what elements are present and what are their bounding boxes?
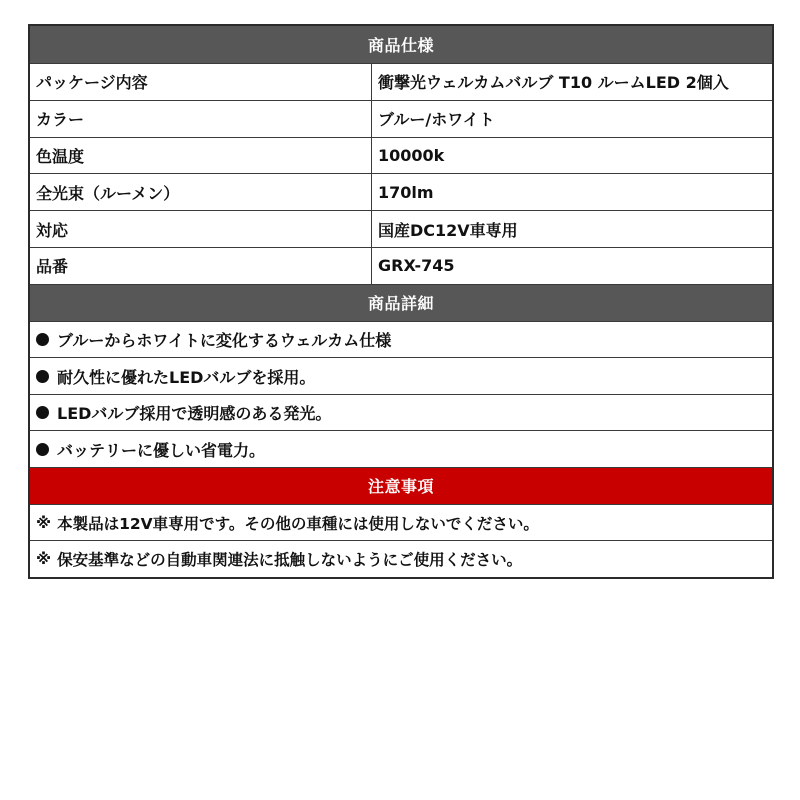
bullet-icon xyxy=(36,406,49,419)
spec-value: 国産DC12V車専用 xyxy=(378,220,518,240)
spec-label: 対応 xyxy=(30,211,372,247)
spec-value: 170lm xyxy=(378,182,434,202)
bullet-icon xyxy=(36,443,49,456)
detail-item xyxy=(30,430,772,467)
spec-label: カラー xyxy=(30,101,372,137)
spec-value: ブルー/ホワイト xyxy=(378,110,495,130)
detail-section-title: 商品詳細 xyxy=(367,294,434,314)
spec-label: パッケージ内容 xyxy=(30,64,372,100)
detail-item xyxy=(30,321,772,358)
detail-section-header xyxy=(30,284,772,321)
detail-text: バッテリーに優しい省電力。 xyxy=(57,440,266,460)
spec-value: 10000k xyxy=(378,145,445,165)
spec-row-luminous-flux xyxy=(30,173,772,210)
bullet-icon xyxy=(36,370,49,383)
spec-row-part-number xyxy=(30,247,772,284)
spec-row-color xyxy=(30,100,772,137)
notice-item xyxy=(30,504,772,541)
detail-text: LEDバルブ採用で透明感のある発光。 xyxy=(57,404,332,424)
detail-item xyxy=(30,357,772,394)
spec-label: 全光束（ルーメン） xyxy=(30,174,372,210)
detail-text: ブルーからホワイトに変化するウェルカム仕様 xyxy=(57,331,392,351)
bullet-icon xyxy=(36,333,49,346)
detail-text: 耐久性に優れたLEDバルブを採用。 xyxy=(57,367,316,387)
spec-label: 色温度 xyxy=(30,138,372,174)
spec-row-package xyxy=(30,63,772,100)
product-spec-table xyxy=(28,24,774,579)
spec-label: 品番 xyxy=(30,248,372,284)
spec-section-header xyxy=(30,26,772,63)
spec-row-color-temperature xyxy=(30,137,772,174)
detail-item xyxy=(30,394,772,431)
notice-text: 保安基準などの自動車関連法に抵触しないようにご使用ください。 xyxy=(57,551,523,570)
spec-value: GRX-745 xyxy=(378,256,455,276)
notice-text: 本製品は12V車専用です。その他の車種には使用しないでください。 xyxy=(57,514,539,533)
reference-mark-icon: ※ xyxy=(36,513,52,532)
spec-section-title: 商品仕様 xyxy=(367,36,434,55)
spec-value: 衝撃光ウェルカムバルブ T10 ルームLED 2個入 xyxy=(378,73,729,93)
notice-section-header xyxy=(30,467,772,504)
notice-section-title: 注意事項 xyxy=(367,477,434,497)
notice-item xyxy=(30,540,772,577)
reference-mark-icon: ※ xyxy=(36,550,52,569)
spec-row-compatibility xyxy=(30,210,772,247)
